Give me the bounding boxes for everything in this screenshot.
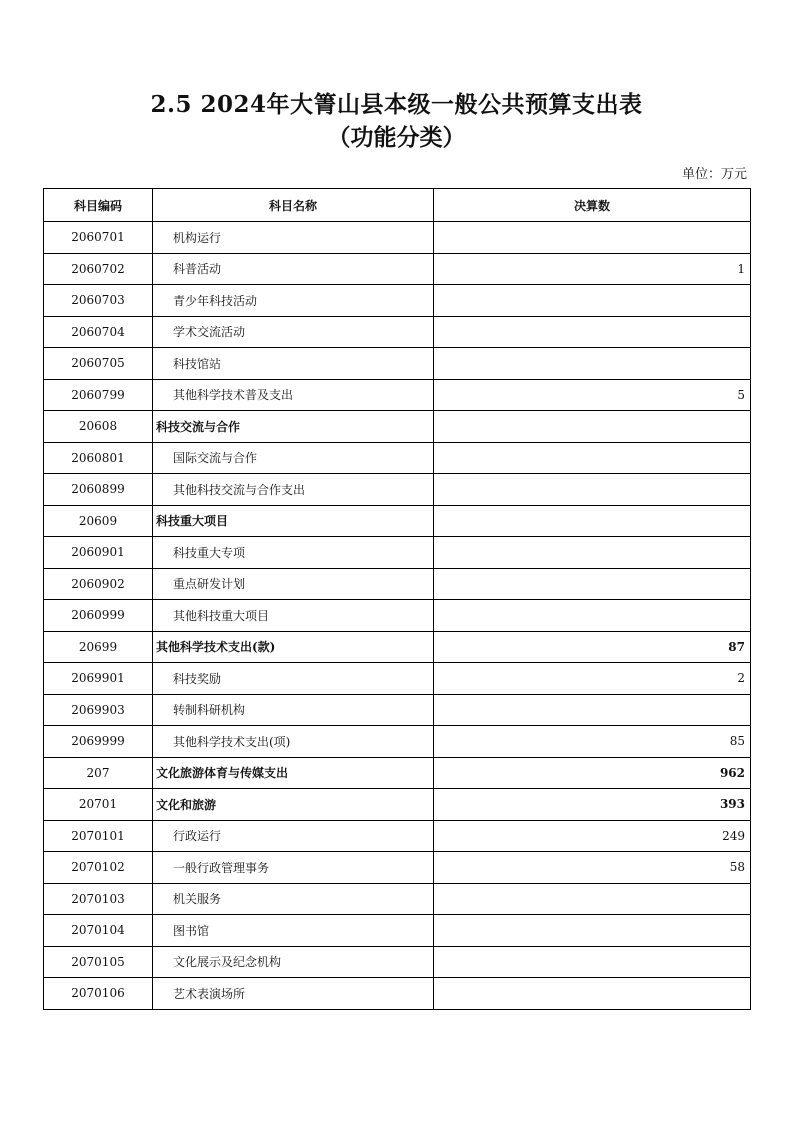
row-value-cell: 249 — [434, 820, 751, 852]
row-code-cell: 2069903 — [44, 694, 153, 726]
row-code-cell: 2060902 — [44, 568, 153, 600]
row-name-cell: 行政运行 — [153, 820, 434, 852]
table-row — [44, 568, 751, 600]
row-code-cell: 2060702 — [44, 253, 153, 285]
row-name-cell: 重点研发计划 — [153, 568, 434, 600]
row-code-cell: 2060799 — [44, 379, 153, 411]
column-header-code: 科目编码 — [44, 189, 153, 222]
table-header-row — [44, 189, 751, 222]
row-value-cell: 85 — [434, 726, 751, 758]
row-name-cell: 其他科学技术支出(项) — [153, 726, 434, 758]
row-code-cell: 2070106 — [44, 978, 153, 1010]
row-name-cell: 科普活动 — [153, 253, 434, 285]
table-row — [44, 285, 751, 317]
table-row — [44, 411, 751, 443]
row-code-cell: 2060705 — [44, 348, 153, 380]
row-value-cell — [434, 883, 751, 915]
table-row — [44, 348, 751, 380]
page-subtitle: （功能分类） — [327, 124, 466, 151]
table-row — [44, 631, 751, 663]
row-name-cell: 机构运行 — [153, 222, 434, 254]
row-code-cell: 2070102 — [44, 852, 153, 884]
row-name-cell: 其他科学技术普及支出 — [153, 379, 434, 411]
row-value-cell: 58 — [434, 852, 751, 884]
table-row — [44, 694, 751, 726]
row-name-cell: 科技交流与合作 — [153, 411, 434, 443]
row-name-cell: 文化展示及纪念机构 — [153, 946, 434, 978]
row-name-cell: 国际交流与合作 — [153, 442, 434, 474]
row-value-cell — [434, 600, 751, 632]
row-code-cell: 20608 — [44, 411, 153, 443]
row-name-cell: 科技重大专项 — [153, 537, 434, 569]
table-row — [44, 789, 751, 821]
row-code-cell: 2070104 — [44, 915, 153, 947]
row-name-cell: 科技重大项目 — [153, 505, 434, 537]
table-row — [44, 600, 751, 632]
row-code-cell: 2060901 — [44, 537, 153, 569]
row-value-cell — [434, 694, 751, 726]
table-row — [44, 852, 751, 884]
table-row — [44, 757, 751, 789]
row-name-cell: 学术交流活动 — [153, 316, 434, 348]
row-code-cell: 2070103 — [44, 883, 153, 915]
row-name-cell: 其他科技重大项目 — [153, 600, 434, 632]
row-value-cell — [434, 348, 751, 380]
table-row — [44, 316, 751, 348]
table-row — [44, 537, 751, 569]
row-name-cell: 科技馆站 — [153, 348, 434, 380]
table-row — [44, 726, 751, 758]
table-row — [44, 663, 751, 695]
row-code-cell: 2060801 — [44, 442, 153, 474]
row-value-cell — [434, 568, 751, 600]
table-row — [44, 946, 751, 978]
table-row — [44, 505, 751, 537]
row-value-cell — [434, 316, 751, 348]
row-value-cell — [434, 978, 751, 1010]
row-name-cell: 一般行政管理事务 — [153, 852, 434, 884]
row-code-cell: 2070101 — [44, 820, 153, 852]
row-code-cell: 2060704 — [44, 316, 153, 348]
row-name-cell: 其他科技交流与合作支出 — [153, 474, 434, 506]
row-name-cell: 青少年科技活动 — [153, 285, 434, 317]
row-code-cell: 2070105 — [44, 946, 153, 978]
table-row — [44, 379, 751, 411]
row-value-cell — [434, 474, 751, 506]
row-name-cell: 其他科学技术支出(款) — [153, 631, 434, 663]
table-body — [44, 222, 751, 1010]
table-row — [44, 820, 751, 852]
page-title: 2.5 2024年大箐山县本级一般公共预算支出表 — [150, 91, 643, 118]
table-row — [44, 253, 751, 285]
row-value-cell — [434, 915, 751, 947]
table-row — [44, 978, 751, 1010]
table-row — [44, 915, 751, 947]
column-header-name: 科目名称 — [153, 189, 434, 222]
row-value-cell — [434, 442, 751, 474]
row-code-cell: 20609 — [44, 505, 153, 537]
row-code-cell: 20701 — [44, 789, 153, 821]
row-code-cell: 2069901 — [44, 663, 153, 695]
row-code-cell: 2060701 — [44, 222, 153, 254]
row-value-cell: 5 — [434, 379, 751, 411]
table-row — [44, 474, 751, 506]
row-code-cell: 207 — [44, 757, 153, 789]
row-value-cell — [434, 537, 751, 569]
row-code-cell: 2060899 — [44, 474, 153, 506]
row-value-cell — [434, 946, 751, 978]
row-code-cell: 2060703 — [44, 285, 153, 317]
row-name-cell: 科技奖励 — [153, 663, 434, 695]
row-name-cell: 转制科研机构 — [153, 694, 434, 726]
row-code-cell: 2069999 — [44, 726, 153, 758]
row-value-cell: 1 — [434, 253, 751, 285]
table-row — [44, 222, 751, 254]
row-code-cell: 2060999 — [44, 600, 153, 632]
row-name-cell: 机关服务 — [153, 883, 434, 915]
row-value-cell — [434, 411, 751, 443]
table-row — [44, 442, 751, 474]
budget-table — [43, 188, 751, 1010]
row-name-cell: 文化旅游体育与传媒支出 — [153, 757, 434, 789]
row-value-cell — [434, 222, 751, 254]
row-value-cell — [434, 505, 751, 537]
row-name-cell: 图书馆 — [153, 915, 434, 947]
row-value-cell: 2 — [434, 663, 751, 695]
row-name-cell: 艺术表演场所 — [153, 978, 434, 1010]
unit-label: 单位：万元 — [681, 167, 747, 182]
row-value-cell: 962 — [434, 757, 751, 789]
row-value-cell: 87 — [434, 631, 751, 663]
row-value-cell — [434, 285, 751, 317]
row-code-cell: 20699 — [44, 631, 153, 663]
row-name-cell: 文化和旅游 — [153, 789, 434, 821]
row-value-cell: 393 — [434, 789, 751, 821]
column-header-value: 决算数 — [434, 189, 751, 222]
table-row — [44, 883, 751, 915]
